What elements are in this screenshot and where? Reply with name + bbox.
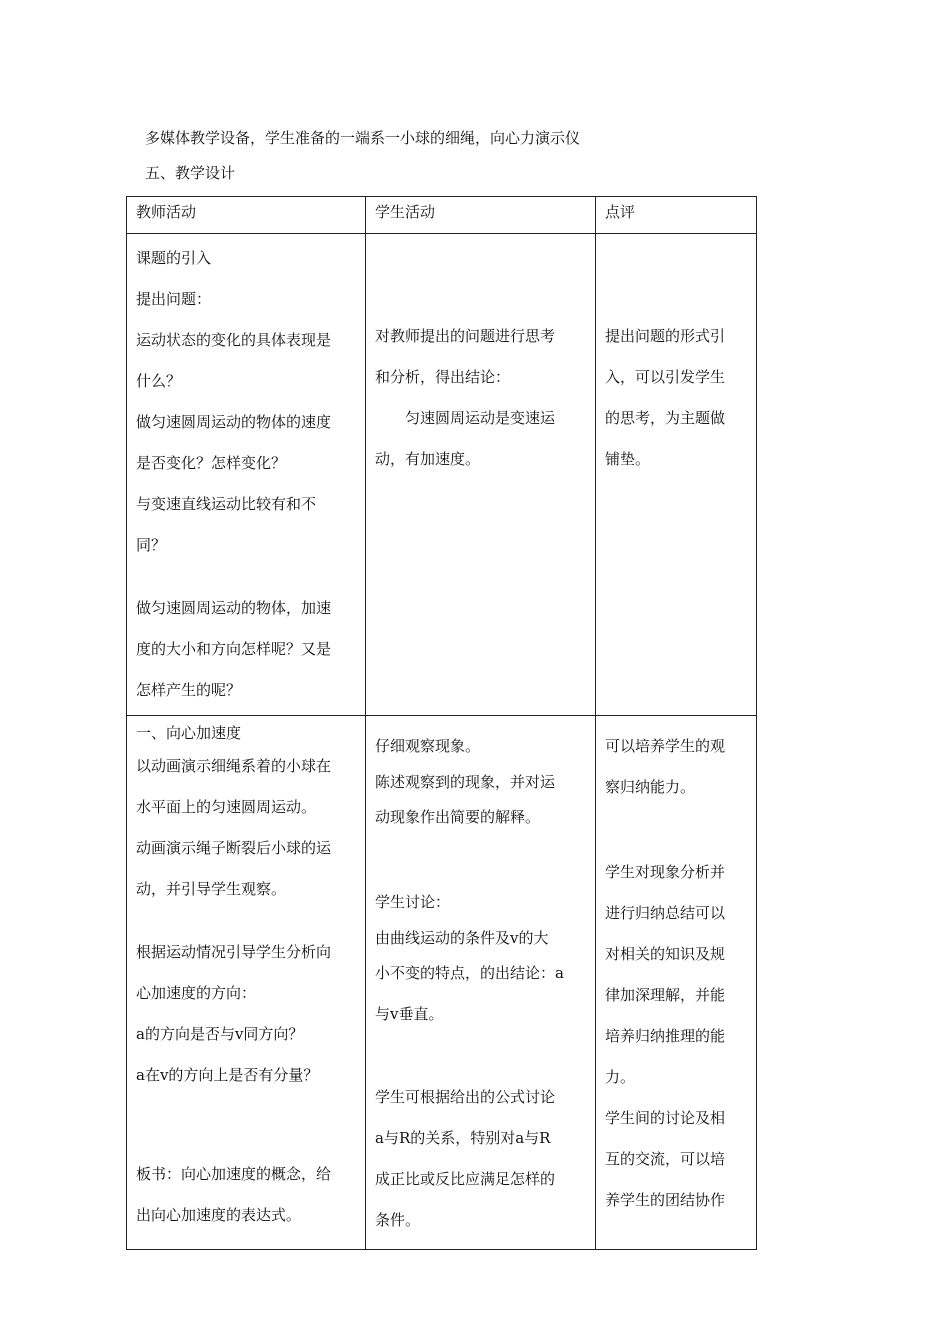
section-title: 五、教学设计 [145, 164, 236, 182]
text-line: 陈述观察到的现象，并对运 [375, 773, 556, 791]
text-line: 和分析，得出结论： [375, 368, 511, 386]
text-line: 学生间的讨论及相 [605, 1109, 726, 1127]
text-line: 什么？ [136, 372, 182, 390]
header-comment: 点评 [596, 197, 757, 234]
comment-cell [596, 716, 757, 1250]
intro-line: 多媒体教学设备，学生准备的一端系一小球的细绳，向心力演示仪 [145, 129, 581, 147]
text-line: 由曲线运动的条件及v的大 [375, 929, 549, 947]
text-line: 学生讨论： [375, 893, 451, 911]
text-line: 同？ [136, 536, 167, 554]
text-line: 根据运动情况引导学生分析向 [136, 943, 332, 961]
text-line: 入，可以引发学生 [605, 368, 726, 386]
text-line: 力。 [605, 1068, 636, 1086]
text-line: 提出问题： [136, 290, 212, 308]
text-line: 可以培养学生的观 [605, 737, 726, 755]
text-line: 动画演示绳子断裂后小球的运 [136, 839, 332, 857]
text-line: 水平面上的匀速圆周运动。 [136, 798, 317, 816]
header-teacher: 教师活动 [127, 197, 366, 234]
text-line: 条件。 [375, 1211, 421, 1229]
header-student: 学生活动 [366, 197, 596, 234]
text-line: 课题的引入 [136, 249, 212, 267]
text-line: 成正比或反比应满足怎样的 [375, 1170, 556, 1188]
text-line: 出向心加速度的表达式。 [136, 1206, 302, 1224]
text-line: 板书：向心加速度的概念，给 [136, 1165, 332, 1183]
text-line: 做匀速圆周运动的物体，加速 [136, 599, 332, 617]
text-line: 对相关的知识及规 [605, 945, 726, 963]
table-row [127, 716, 757, 1250]
student-cell [366, 234, 596, 716]
text-line: 心加速度的方向： [136, 984, 257, 1002]
text-line: 培养归纳推理的能 [605, 1027, 726, 1045]
teacher-cell [127, 234, 366, 716]
text-line: 养学生的团结协作 [605, 1191, 726, 1209]
teaching-design-table [126, 196, 757, 1250]
table-header-row [127, 197, 757, 234]
text-line: 做匀速圆周运动的物体的速度 [136, 413, 332, 431]
text-line: 动现象作出简要的解释。 [375, 808, 541, 826]
text-line: 运动状态的变化的具体表现是 [136, 331, 332, 349]
text-line: 度的大小和方向怎样呢？又是 [136, 640, 332, 658]
text-line: 与变速直线运动比较有和不 [136, 495, 317, 513]
text-line: 学生可根据给出的公式讨论 [375, 1088, 556, 1106]
text-line: 的思考，为主题做 [605, 409, 726, 427]
text-line: a在v的方向上是否有分量？ [136, 1066, 319, 1084]
text-line: 小不变的特点，的出结论：a [375, 964, 564, 982]
text-line: 是否变化？怎样变化？ [136, 454, 287, 472]
text-line: 察归纳能力。 [605, 778, 696, 796]
text-line: 对教师提出的问题进行思考 [375, 327, 556, 345]
teacher-cell [127, 716, 366, 1250]
text-line: 仔细观察现象。 [375, 737, 481, 755]
text-line: a与R的关系，特别对a与R [375, 1129, 551, 1147]
text-line: 提出问题的形式引 [605, 327, 726, 345]
text-line: 学生对现象分析并 [605, 863, 726, 881]
text-line: 动，并引导学生观察。 [136, 880, 287, 898]
table-row [127, 234, 757, 716]
text-line: a的方向是否与v同方向？ [136, 1025, 304, 1043]
text-line: 与v垂直。 [375, 1005, 444, 1023]
text-line: 进行归纳总结可以 [605, 904, 726, 922]
text-line: 匀速圆周运动是变速运 [405, 409, 556, 427]
student-cell [366, 716, 596, 1250]
text-line: 动，有加速度。 [375, 450, 481, 468]
text-line: 铺垫。 [605, 450, 651, 468]
text-line: 一、向心加速度 [136, 724, 242, 742]
text-line: 怎样产生的呢？ [136, 681, 242, 699]
text-line: 律加深理解，并能 [605, 986, 726, 1004]
text-line: 互的交流，可以培 [605, 1150, 726, 1168]
text-line: 以动画演示细绳系着的小球在 [136, 757, 332, 775]
comment-cell [596, 234, 757, 716]
